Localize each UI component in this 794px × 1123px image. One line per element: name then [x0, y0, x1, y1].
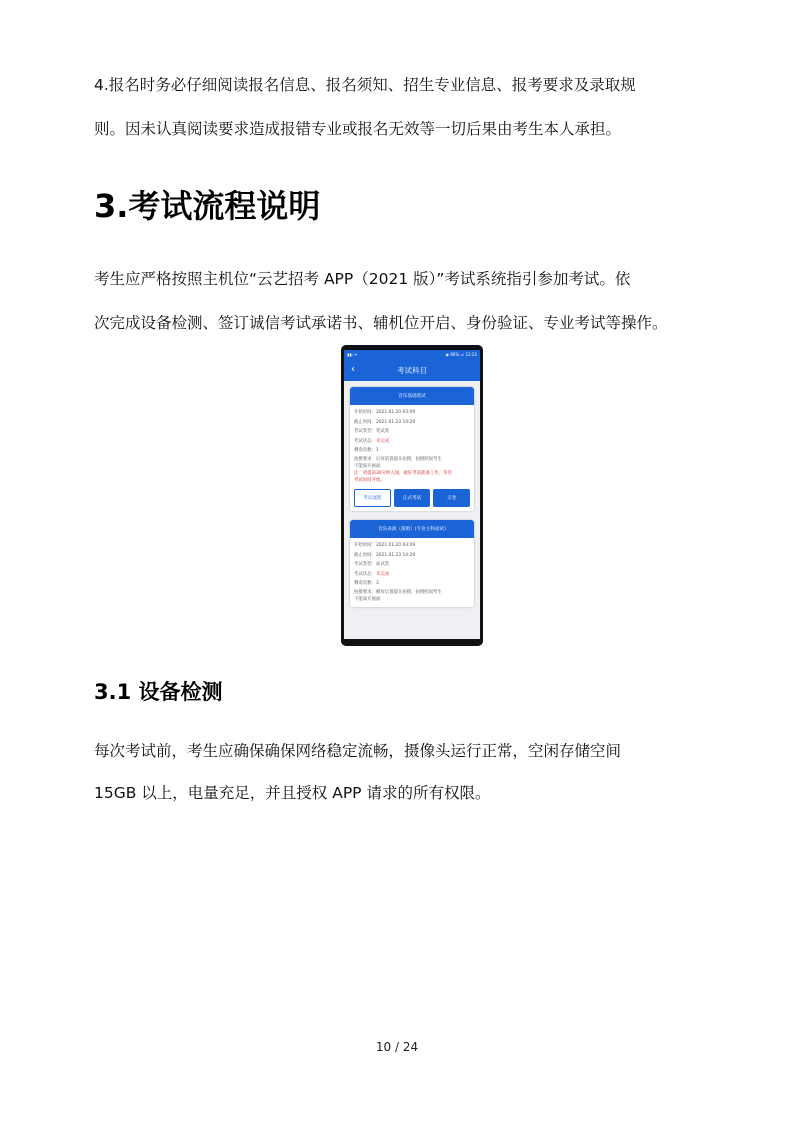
status-value: 未完成 [375, 438, 390, 444]
status-label: 考试状态： [354, 571, 376, 577]
page-number: 10 / 24 [375, 1040, 419, 1054]
shooting-requirement: 不能离开画面 [354, 596, 381, 602]
start-exam-button[interactable]: 正式考试 [394, 489, 431, 507]
remaining-attempts: 剩余次数：3 [354, 581, 379, 587]
paragraph-line: 次完成设备检测、签订诚信考试承诺书、辅机位开启、身份验证、专业考试等操作。 [94, 314, 668, 332]
exam-status [354, 437, 470, 447]
start-time: 开始时间：2021.01.20 03:09 [354, 410, 416, 415]
exam-note: 注：请提前30分钟入场，做好考前准备工作，等待 [354, 470, 452, 476]
chevron-left-icon[interactable]: ‹ [351, 364, 355, 375]
submit-paper-button[interactable]: 交卷 [433, 489, 470, 507]
app-header [344, 359, 480, 381]
exam-card [350, 520, 474, 607]
status-value: 未完成 [375, 571, 390, 577]
status-label: 考试状态： [354, 438, 376, 444]
paragraph-line: 4.报名时务必仔细阅读报名信息、报名须知、招生专业信息、报考要求及录取规 [94, 76, 636, 94]
exam-note: 考试时间开始。 [354, 477, 385, 483]
shooting-requirement: 拍摄要求：后屏前置镜头拍摄，拍摄照间考生 [354, 456, 442, 462]
paragraph-line: 每次考试前，考生应确保确保网络稳定流畅，摄像头运行正常，空闲存储空间 [94, 742, 622, 760]
paragraph-line: 则。因未认真阅读要求造成报错专业或报名无效等一切后果由考生本人承担。 [94, 120, 622, 138]
shooting-requirement: 不能离开画面 [354, 463, 381, 469]
start-time: 开始时间：2021.01.20 03:09 [354, 542, 416, 548]
signal-icon: ▮▮ᵢₗ ᯤ [347, 352, 358, 357]
exam-type: 考试类型：笔试类 [354, 429, 390, 435]
shooting-requirement: 拍摄要求：横屏后置镜头拍摄，拍摄照间考生 [354, 589, 442, 595]
status-bar [344, 350, 480, 359]
phone-screen [344, 350, 480, 639]
exam-flow-button[interactable]: 考试流程 [354, 489, 391, 507]
end-time: 截止时间：2021.01.23 14:29 [354, 419, 416, 425]
section-heading: 3.考试流程说明 [94, 187, 321, 225]
screen-title: 考试科目 [397, 365, 427, 375]
paragraph-line: 15GB 以上，电量充足，并且授权 APP 请求的所有权限。 [94, 784, 491, 802]
battery-clock: ◉ 96% ▭ 12:22 [445, 352, 477, 357]
remaining-attempts: 剩余次数：1 [354, 448, 379, 454]
subsection-heading: 3.1 设备检测 [94, 680, 223, 704]
end-time: 截止时间：2021.01.23 14:29 [354, 552, 416, 558]
exam-status [354, 570, 470, 580]
exam-card-title: 音乐表演（演唱）(专业主科面试) [350, 520, 474, 538]
exam-type: 考试类型：面试类 [354, 562, 390, 568]
phone-screenshot [341, 345, 483, 646]
exam-card [350, 387, 474, 511]
paragraph-line: 考生应严格按照主机位“云艺招考 APP（2021 版）”考试系统指引参加考试。依 [94, 270, 631, 288]
exam-card-title: 音乐基础笔试 [350, 387, 474, 405]
